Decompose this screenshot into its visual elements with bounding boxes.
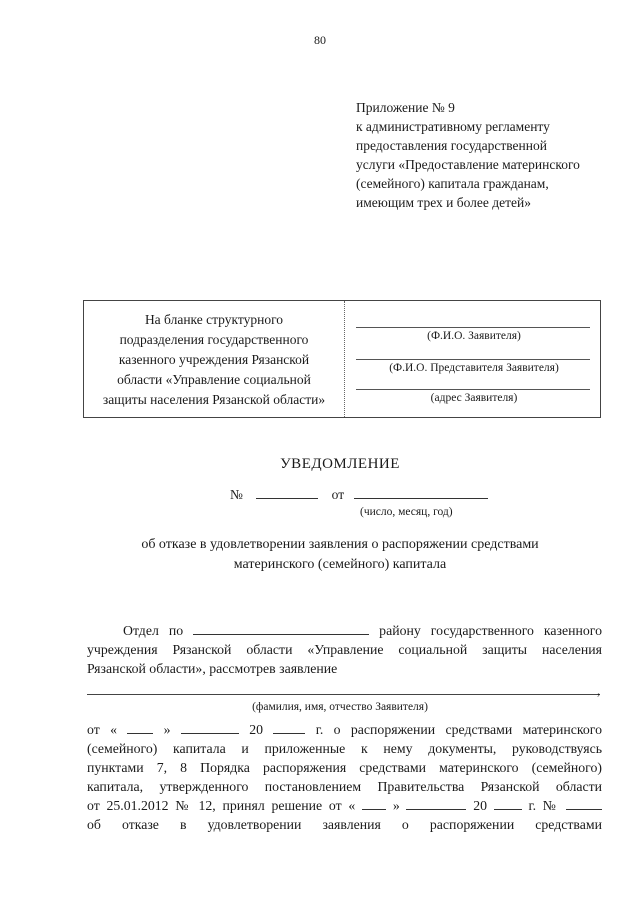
application-year-field[interactable]: [273, 723, 305, 734]
applicant-fio-field[interactable]: [87, 694, 600, 695]
fill-line: [356, 359, 590, 360]
page-number: 80: [314, 33, 326, 47]
decision-day-field[interactable]: [362, 799, 386, 810]
table-divider: [344, 301, 345, 417]
appendix-line: Приложение № 9: [356, 100, 455, 115]
notice-date-field[interactable]: [354, 488, 488, 499]
fio-comma: ,: [597, 683, 601, 698]
applicant-address-caption: (адрес Заявителя): [430, 392, 518, 404]
paragraph-line: [87, 621, 602, 640]
paragraph-2: [87, 720, 602, 834]
decision-year-field[interactable]: [494, 799, 522, 810]
decision-month-field[interactable]: [406, 799, 466, 810]
date-hint: (число, месяц, год): [360, 506, 453, 518]
paragraph-line: об отказе в удовлетворении заявления о распоряжении средствами: [87, 817, 602, 832]
notice-number-field[interactable]: [256, 488, 318, 499]
notice-subtitle: [0, 535, 640, 575]
from-close: »: [163, 722, 171, 737]
decision-year-prefix: 20: [473, 798, 488, 813]
appendix-line: имеющим трех и более детей»: [356, 195, 531, 210]
appendix-header: [356, 98, 580, 212]
decision-text: от 25.01.2012 № 12, принял решение от «: [87, 798, 356, 813]
appendix-line: услуги «Предоставление материнского: [356, 157, 580, 172]
number-label: №: [230, 487, 243, 502]
fill-line: [356, 327, 590, 328]
applicant-fields: [346, 301, 602, 417]
applicant-fio-caption: (фамилия, имя, отчество Заявителя): [252, 701, 428, 713]
issuer-line: казенного учреждения Рязанской: [118, 352, 310, 367]
appendix-line: предоставления государственной: [356, 138, 547, 153]
decision-number-label: г. №: [528, 798, 560, 813]
decision-number-field[interactable]: [566, 799, 602, 810]
applicant-name-caption: (Ф.И.О. Заявителя): [427, 330, 521, 342]
paragraph-line: учреждения Рязанской области «Управление социальной защиты населения: [87, 642, 602, 657]
year-prefix: 20: [249, 722, 264, 737]
from-label: от: [331, 487, 345, 502]
paragraph-1: [87, 621, 602, 678]
notice-number-row: [230, 487, 488, 503]
paragraph-line: капитала, утвержденного постановлением Правительства Рязанской области: [87, 779, 602, 794]
paragraph-line: (семейного) капитала и приложенные к нему документы, руководствуясь: [87, 741, 602, 756]
year-suffix: г.: [315, 722, 324, 737]
paragraph-line: [87, 796, 602, 815]
document-title: УВЕДОМЛЕНИЕ: [280, 456, 400, 472]
appendix-line: (семейного) капитала гражданам,: [356, 176, 549, 191]
application-day-field[interactable]: [127, 723, 153, 734]
district-field[interactable]: [193, 624, 369, 635]
paragraph-line: Рязанской области», рассмотрев заявление: [87, 661, 338, 676]
application-month-field[interactable]: [181, 723, 239, 734]
issuer-line: На бланке структурного: [144, 312, 284, 327]
from-open: от «: [87, 722, 117, 737]
paragraph-line: пунктами 7, 8 Порядка распоряжения средствами материнского (семейного): [87, 760, 602, 775]
issuer-line: области «Управление социальной: [117, 372, 311, 387]
issuer-line: защиты населения Рязанской области»: [102, 392, 326, 407]
department-suffix: району государственного казенного: [379, 623, 603, 638]
department-label: Отдел по: [123, 623, 184, 638]
decision-quote-close: »: [392, 798, 400, 813]
subtitle-line: об отказе в удовлетворении заявления о распоряжении средствами: [141, 537, 539, 552]
subtitle-line: материнского (семейного) капитала: [233, 557, 447, 572]
application-subject: о распоряжении средствами материнского: [333, 722, 603, 737]
representative-name-caption: (Ф.И.О. Представителя Заявителя): [389, 362, 559, 374]
issuer-block: [84, 310, 344, 410]
fill-line: [356, 389, 590, 390]
issuer-line: подразделения государственного: [119, 332, 309, 347]
header-table: [83, 300, 601, 418]
paragraph-line: [87, 720, 602, 739]
appendix-line: к административному регламенту: [356, 119, 550, 134]
